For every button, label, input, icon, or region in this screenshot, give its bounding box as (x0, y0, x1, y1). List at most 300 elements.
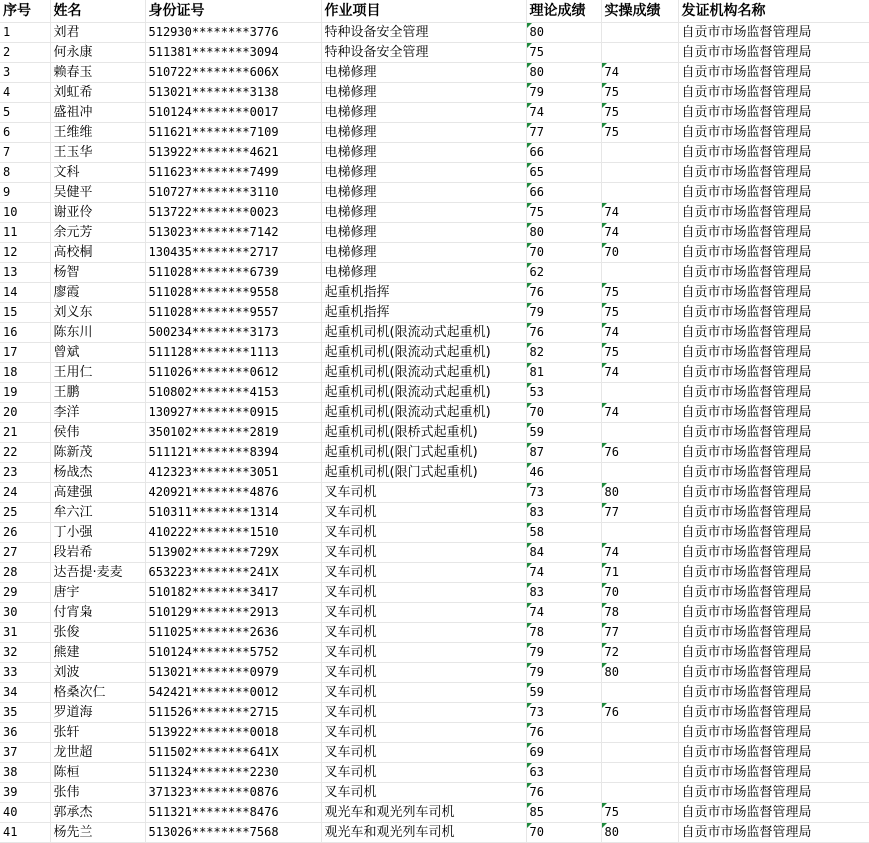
cell-theory-score[interactable]: 80 (526, 223, 601, 243)
cell-issuer[interactable]: 自贡市市场监督管理局 (678, 263, 869, 283)
cell-issuer[interactable]: 自贡市市场监督管理局 (678, 683, 869, 703)
cell-project[interactable]: 电梯修理 (321, 263, 526, 283)
cell-name[interactable]: 刘波 (50, 663, 145, 683)
cell-index[interactable]: 40 (0, 803, 50, 823)
cell-issuer[interactable]: 自贡市市场监督管理局 (678, 563, 869, 583)
cell-practice-score[interactable] (601, 183, 678, 203)
cell-project[interactable]: 叉车司机 (321, 483, 526, 503)
cell-index[interactable]: 37 (0, 743, 50, 763)
cell-name[interactable]: 王用仁 (50, 363, 145, 383)
cell-project[interactable]: 特种设备安全管理 (321, 23, 526, 43)
cell-theory-score[interactable]: 80 (526, 63, 601, 83)
cell-theory-score[interactable]: 59 (526, 683, 601, 703)
cell-id-number[interactable]: 511028********6739 (145, 263, 321, 283)
cell-project[interactable]: 特种设备安全管理 (321, 43, 526, 63)
cell-issuer[interactable]: 自贡市市场监督管理局 (678, 703, 869, 723)
cell-id-number[interactable]: 511026********0612 (145, 363, 321, 383)
cell-project[interactable]: 叉车司机 (321, 563, 526, 583)
cell-name[interactable]: 熊建 (50, 643, 145, 663)
table-row (0, 583, 869, 603)
header-project[interactable]: 作业项目 (321, 0, 526, 23)
cell-index[interactable]: 11 (0, 223, 50, 243)
cell-issuer[interactable]: 自贡市市场监督管理局 (678, 223, 869, 243)
table-row (0, 423, 869, 443)
cell-id-number[interactable]: 542421********0012 (145, 683, 321, 703)
cell-name[interactable]: 王鹏 (50, 383, 145, 403)
cell-project[interactable]: 叉车司机 (321, 783, 526, 803)
cell-issuer[interactable]: 自贡市市场监督管理局 (678, 583, 869, 603)
cell-id-number[interactable]: 511128********1113 (145, 343, 321, 363)
cell-theory-score[interactable]: 66 (526, 143, 601, 163)
cell-issuer[interactable]: 自贡市市场监督管理局 (678, 663, 869, 683)
cell-practice-score[interactable]: 75 (601, 343, 678, 363)
cell-id-number[interactable]: 513922********0018 (145, 723, 321, 743)
cell-practice-score[interactable]: 71 (601, 563, 678, 583)
cell-id-number[interactable]: 513021********3138 (145, 83, 321, 103)
cell-project[interactable]: 电梯修理 (321, 183, 526, 203)
cell-theory-score[interactable]: 85 (526, 803, 601, 823)
cell-name[interactable]: 达吾提·麦麦 (50, 563, 145, 583)
cell-practice-score[interactable]: 77 (601, 623, 678, 643)
cell-issuer[interactable]: 自贡市市场监督管理局 (678, 803, 869, 823)
cell-id-number[interactable]: 130435********2717 (145, 243, 321, 263)
cell-project[interactable]: 电梯修理 (321, 223, 526, 243)
cell-project[interactable]: 起重机司机(限流动式起重机) (321, 343, 526, 363)
cell-theory-score[interactable]: 79 (526, 643, 601, 663)
cell-index[interactable]: 10 (0, 203, 50, 223)
cell-id-number[interactable]: 513722********0023 (145, 203, 321, 223)
cell-name[interactable]: 段岩希 (50, 543, 145, 563)
cell-issuer[interactable]: 自贡市市场监督管理局 (678, 523, 869, 543)
cell-id-number[interactable]: 371323********0876 (145, 783, 321, 803)
cell-id-number[interactable]: 513023********7142 (145, 223, 321, 243)
cell-index[interactable]: 23 (0, 463, 50, 483)
cell-issuer[interactable]: 自贡市市场监督管理局 (678, 743, 869, 763)
cell-index[interactable]: 15 (0, 303, 50, 323)
cell-name[interactable]: 丁小强 (50, 523, 145, 543)
cell-practice-score[interactable] (601, 743, 678, 763)
cell-index[interactable]: 31 (0, 623, 50, 643)
cell-project[interactable]: 叉车司机 (321, 543, 526, 563)
cell-id-number[interactable]: 412323********3051 (145, 463, 321, 483)
cell-project[interactable]: 起重机司机(限门式起重机) (321, 443, 526, 463)
table-row (0, 223, 869, 243)
cell-issuer[interactable]: 自贡市市场监督管理局 (678, 643, 869, 663)
cell-theory-score[interactable]: 70 (526, 243, 601, 263)
cell-project[interactable]: 叉车司机 (321, 643, 526, 663)
cell-id-number[interactable]: 510722********606X (145, 63, 321, 83)
cell-issuer[interactable]: 自贡市市场监督管理局 (678, 303, 869, 323)
cell-issuer[interactable]: 自贡市市场监督管理局 (678, 723, 869, 743)
cell-id-number[interactable]: 420921********4876 (145, 483, 321, 503)
cell-index[interactable]: 20 (0, 403, 50, 423)
cell-theory-score[interactable]: 76 (526, 323, 601, 343)
cell-issuer[interactable]: 自贡市市场监督管理局 (678, 183, 869, 203)
cell-theory-score[interactable]: 74 (526, 103, 601, 123)
cell-index[interactable]: 12 (0, 243, 50, 263)
cell-theory-score[interactable]: 82 (526, 343, 601, 363)
cell-issuer[interactable]: 自贡市市场监督管理局 (678, 23, 869, 43)
cell-theory-score[interactable]: 74 (526, 603, 601, 623)
cell-id-number[interactable]: 513922********4621 (145, 143, 321, 163)
cell-name[interactable]: 王玉华 (50, 143, 145, 163)
cell-id-number[interactable]: 410222********1510 (145, 523, 321, 543)
cell-theory-score[interactable]: 75 (526, 203, 601, 223)
cell-name[interactable]: 龙世超 (50, 743, 145, 763)
cell-practice-score[interactable] (601, 463, 678, 483)
cell-issuer[interactable]: 自贡市市场监督管理局 (678, 323, 869, 343)
cell-id-number[interactable]: 513026********7568 (145, 823, 321, 843)
cell-name[interactable]: 刘君 (50, 23, 145, 43)
cell-project[interactable]: 电梯修理 (321, 63, 526, 83)
cell-name[interactable]: 杨智 (50, 263, 145, 283)
cell-theory-score[interactable]: 70 (526, 403, 601, 423)
cell-name[interactable]: 杨先兰 (50, 823, 145, 843)
cell-name[interactable]: 何永康 (50, 43, 145, 63)
cell-name[interactable]: 高校桐 (50, 243, 145, 263)
cell-id-number[interactable]: 511381********3094 (145, 43, 321, 63)
cell-name[interactable]: 刘义东 (50, 303, 145, 323)
cell-issuer[interactable]: 自贡市市场监督管理局 (678, 443, 869, 463)
cell-practice-score[interactable] (601, 683, 678, 703)
cell-theory-score[interactable]: 84 (526, 543, 601, 563)
header-name[interactable]: 姓名 (50, 0, 145, 23)
cell-id-number[interactable]: 511502********641X (145, 743, 321, 763)
cell-index[interactable]: 4 (0, 83, 50, 103)
table-row (0, 603, 869, 623)
table-row (0, 703, 869, 723)
header-practice-score[interactable]: 实操成绩 (601, 0, 678, 23)
cell-issuer[interactable]: 自贡市市场监督管理局 (678, 823, 869, 843)
cell-id-number[interactable]: 510727********3110 (145, 183, 321, 203)
cell-theory-score[interactable]: 59 (526, 423, 601, 443)
cell-name[interactable]: 张伟 (50, 783, 145, 803)
cell-practice-score[interactable]: 75 (601, 103, 678, 123)
cell-id-number[interactable]: 510124********5752 (145, 643, 321, 663)
cell-id-number[interactable]: 500234********3173 (145, 323, 321, 343)
cell-theory-score[interactable]: 79 (526, 83, 601, 103)
cell-index[interactable]: 5 (0, 103, 50, 123)
cell-issuer[interactable]: 自贡市市场监督管理局 (678, 423, 869, 443)
cell-theory-score[interactable]: 62 (526, 263, 601, 283)
cell-practice-score[interactable]: 76 (601, 703, 678, 723)
cell-index[interactable]: 28 (0, 563, 50, 583)
cell-project[interactable]: 电梯修理 (321, 163, 526, 183)
cell-project[interactable]: 观光车和观光列车司机 (321, 803, 526, 823)
cell-index[interactable]: 13 (0, 263, 50, 283)
cell-id-number[interactable]: 512930********3776 (145, 23, 321, 43)
cell-index[interactable]: 35 (0, 703, 50, 723)
cell-project[interactable]: 电梯修理 (321, 103, 526, 123)
cell-name[interactable]: 谢亚伶 (50, 203, 145, 223)
cell-practice-score[interactable] (601, 163, 678, 183)
cell-id-number[interactable]: 510129********2913 (145, 603, 321, 623)
cell-practice-score[interactable]: 70 (601, 583, 678, 603)
cell-id-number[interactable]: 511028********9558 (145, 283, 321, 303)
cell-name[interactable]: 余元芳 (50, 223, 145, 243)
cell-name[interactable]: 张轩 (50, 723, 145, 743)
cell-id-number[interactable]: 510124********0017 (145, 103, 321, 123)
cell-practice-score[interactable]: 77 (601, 503, 678, 523)
cell-issuer[interactable]: 自贡市市场监督管理局 (678, 143, 869, 163)
cell-issuer[interactable]: 自贡市市场监督管理局 (678, 363, 869, 383)
cell-project[interactable]: 叉车司机 (321, 523, 526, 543)
cell-issuer[interactable]: 自贡市市场监督管理局 (678, 163, 869, 183)
cell-project[interactable]: 电梯修理 (321, 243, 526, 263)
cell-issuer[interactable]: 自贡市市场监督管理局 (678, 483, 869, 503)
cell-theory-score[interactable]: 79 (526, 303, 601, 323)
cell-practice-score[interactable] (601, 423, 678, 443)
cell-project[interactable]: 观光车和观光列车司机 (321, 823, 526, 843)
cell-index[interactable]: 26 (0, 523, 50, 543)
cell-theory-score[interactable]: 78 (526, 623, 601, 643)
cell-issuer[interactable]: 自贡市市场监督管理局 (678, 83, 869, 103)
cell-practice-score[interactable]: 80 (601, 483, 678, 503)
cell-id-number[interactable]: 511621********7109 (145, 123, 321, 143)
cell-index[interactable]: 14 (0, 283, 50, 303)
cell-practice-score[interactable]: 80 (601, 663, 678, 683)
cell-practice-score[interactable]: 75 (601, 83, 678, 103)
cell-project[interactable]: 叉车司机 (321, 663, 526, 683)
cell-id-number[interactable]: 511526********2715 (145, 703, 321, 723)
cell-theory-score[interactable]: 76 (526, 283, 601, 303)
cell-practice-score[interactable] (601, 723, 678, 743)
cell-name[interactable]: 侯伟 (50, 423, 145, 443)
cell-project[interactable]: 叉车司机 (321, 703, 526, 723)
cell-index[interactable]: 33 (0, 663, 50, 683)
cell-practice-score[interactable]: 78 (601, 603, 678, 623)
cell-issuer[interactable]: 自贡市市场监督管理局 (678, 503, 869, 523)
cell-issuer[interactable]: 自贡市市场监督管理局 (678, 783, 869, 803)
cell-name[interactable]: 陈桓 (50, 763, 145, 783)
cell-theory-score[interactable]: 74 (526, 563, 601, 583)
cell-index[interactable]: 19 (0, 383, 50, 403)
cell-issuer[interactable]: 自贡市市场监督管理局 (678, 203, 869, 223)
cell-project[interactable]: 叉车司机 (321, 683, 526, 703)
cell-issuer[interactable]: 自贡市市场监督管理局 (678, 463, 869, 483)
cell-id-number[interactable]: 511321********8476 (145, 803, 321, 823)
cell-index[interactable]: 24 (0, 483, 50, 503)
cell-theory-score[interactable]: 75 (526, 43, 601, 63)
cell-theory-score[interactable]: 65 (526, 163, 601, 183)
cell-theory-score[interactable]: 70 (526, 823, 601, 843)
cell-index[interactable]: 30 (0, 603, 50, 623)
cell-project[interactable]: 电梯修理 (321, 143, 526, 163)
cell-project[interactable]: 叉车司机 (321, 723, 526, 743)
cell-project[interactable]: 叉车司机 (321, 763, 526, 783)
cell-practice-score[interactable] (601, 523, 678, 543)
cell-index[interactable]: 9 (0, 183, 50, 203)
cell-theory-score[interactable]: 80 (526, 23, 601, 43)
cell-project[interactable]: 电梯修理 (321, 83, 526, 103)
cell-name[interactable]: 刘虹希 (50, 83, 145, 103)
cell-theory-score[interactable]: 63 (526, 763, 601, 783)
cell-name[interactable]: 赖春玉 (50, 63, 145, 83)
cell-practice-score[interactable]: 74 (601, 363, 678, 383)
cell-project[interactable]: 起重机司机(限流动式起重机) (321, 403, 526, 423)
cell-theory-score[interactable]: 83 (526, 583, 601, 603)
cell-index[interactable]: 16 (0, 323, 50, 343)
cell-id-number[interactable]: 511324********2230 (145, 763, 321, 783)
cell-name[interactable]: 文科 (50, 163, 145, 183)
cell-index[interactable]: 22 (0, 443, 50, 463)
cell-theory-score[interactable]: 73 (526, 703, 601, 723)
cell-name[interactable]: 王维维 (50, 123, 145, 143)
cell-project[interactable]: 叉车司机 (321, 623, 526, 643)
cell-name[interactable]: 吴健平 (50, 183, 145, 203)
cell-index[interactable]: 6 (0, 123, 50, 143)
cell-project[interactable]: 电梯修理 (321, 203, 526, 223)
cell-index[interactable]: 41 (0, 823, 50, 843)
cell-issuer[interactable]: 自贡市市场监督管理局 (678, 103, 869, 123)
cell-id-number[interactable]: 511028********9557 (145, 303, 321, 323)
cell-index[interactable]: 39 (0, 783, 50, 803)
cell-name[interactable]: 杨战杰 (50, 463, 145, 483)
cell-index[interactable]: 34 (0, 683, 50, 703)
cell-project[interactable]: 起重机指挥 (321, 303, 526, 323)
cell-name[interactable]: 陈东川 (50, 323, 145, 343)
cell-practice-score[interactable]: 75 (601, 283, 678, 303)
cell-project[interactable]: 起重机指挥 (321, 283, 526, 303)
cell-practice-score[interactable] (601, 43, 678, 63)
cell-index[interactable]: 32 (0, 643, 50, 663)
header-theory-score[interactable]: 理论成绩 (526, 0, 601, 23)
cell-name[interactable]: 付宵枭 (50, 603, 145, 623)
header-issuer[interactable]: 发证机构名称 (678, 0, 869, 23)
cell-issuer[interactable]: 自贡市市场监督管理局 (678, 543, 869, 563)
cell-practice-score[interactable]: 75 (601, 803, 678, 823)
cell-id-number[interactable]: 130927********0915 (145, 403, 321, 423)
cell-theory-score[interactable]: 73 (526, 483, 601, 503)
cell-practice-score[interactable]: 80 (601, 823, 678, 843)
table-row (0, 823, 869, 843)
cell-issuer[interactable]: 自贡市市场监督管理局 (678, 403, 869, 423)
cell-practice-score[interactable]: 74 (601, 323, 678, 343)
cell-practice-score[interactable]: 74 (601, 203, 678, 223)
cell-issuer[interactable]: 自贡市市场监督管理局 (678, 603, 869, 623)
cell-theory-score[interactable]: 46 (526, 463, 601, 483)
cell-issuer[interactable]: 自贡市市场监督管理局 (678, 623, 869, 643)
cell-name[interactable]: 廖霞 (50, 283, 145, 303)
cell-practice-score[interactable]: 74 (601, 543, 678, 563)
cell-name[interactable]: 郭承杰 (50, 803, 145, 823)
cell-index[interactable]: 8 (0, 163, 50, 183)
cell-name[interactable]: 罗道海 (50, 703, 145, 723)
cell-index[interactable]: 17 (0, 343, 50, 363)
cell-project[interactable]: 起重机司机(限门式起重机) (321, 463, 526, 483)
cell-practice-score[interactable]: 75 (601, 123, 678, 143)
cell-name[interactable]: 盛祖冲 (50, 103, 145, 123)
cell-name[interactable]: 陈新茂 (50, 443, 145, 463)
cell-theory-score[interactable]: 81 (526, 363, 601, 383)
cell-issuer[interactable]: 自贡市市场监督管理局 (678, 283, 869, 303)
cell-index[interactable]: 36 (0, 723, 50, 743)
cell-id-number[interactable]: 653223********241X (145, 563, 321, 583)
cell-project[interactable]: 起重机司机(限流动式起重机) (321, 323, 526, 343)
cell-project[interactable]: 起重机司机(限流动式起重机) (321, 383, 526, 403)
cell-name[interactable]: 李洋 (50, 403, 145, 423)
cell-practice-score[interactable]: 72 (601, 643, 678, 663)
cell-index[interactable]: 18 (0, 363, 50, 383)
cell-issuer[interactable]: 自贡市市场监督管理局 (678, 343, 869, 363)
cell-practice-score[interactable]: 74 (601, 223, 678, 243)
cell-project[interactable]: 起重机司机(限桥式起重机) (321, 423, 526, 443)
cell-practice-score[interactable] (601, 143, 678, 163)
cell-practice-score[interactable] (601, 783, 678, 803)
cell-index[interactable]: 29 (0, 583, 50, 603)
cell-practice-score[interactable] (601, 23, 678, 43)
cell-theory-score[interactable]: 69 (526, 743, 601, 763)
header-id-number[interactable]: 身份证号 (145, 0, 321, 23)
cell-project[interactable]: 叉车司机 (321, 743, 526, 763)
cell-id-number[interactable]: 510802********4153 (145, 383, 321, 403)
cell-name[interactable]: 张俊 (50, 623, 145, 643)
cell-theory-score[interactable]: 87 (526, 443, 601, 463)
cell-id-number[interactable]: 350102********2819 (145, 423, 321, 443)
cell-practice-score[interactable] (601, 763, 678, 783)
cell-name[interactable]: 格桑次仁 (50, 683, 145, 703)
cell-practice-score[interactable]: 74 (601, 63, 678, 83)
cell-name[interactable]: 牟六江 (50, 503, 145, 523)
cell-theory-score[interactable]: 79 (526, 663, 601, 683)
cell-id-number[interactable]: 510311********1314 (145, 503, 321, 523)
cell-index[interactable]: 25 (0, 503, 50, 523)
cell-theory-score[interactable]: 83 (526, 503, 601, 523)
cell-index[interactable]: 27 (0, 543, 50, 563)
cell-id-number[interactable]: 510182********3417 (145, 583, 321, 603)
cell-theory-score[interactable]: 66 (526, 183, 601, 203)
cell-index[interactable]: 7 (0, 143, 50, 163)
cell-issuer[interactable]: 自贡市市场监督管理局 (678, 123, 869, 143)
cell-index[interactable]: 21 (0, 423, 50, 443)
cell-issuer[interactable]: 自贡市市场监督管理局 (678, 43, 869, 63)
cell-name[interactable]: 曾斌 (50, 343, 145, 363)
cell-index[interactable]: 38 (0, 763, 50, 783)
cell-name[interactable]: 唐宇 (50, 583, 145, 603)
cell-id-number[interactable]: 511623********7499 (145, 163, 321, 183)
cell-index[interactable]: 1 (0, 23, 50, 43)
cell-project[interactable]: 叉车司机 (321, 583, 526, 603)
cell-practice-score[interactable] (601, 383, 678, 403)
cell-issuer[interactable]: 自贡市市场监督管理局 (678, 243, 869, 263)
cell-practice-score[interactable]: 70 (601, 243, 678, 263)
cell-project[interactable]: 电梯修理 (321, 123, 526, 143)
cell-theory-score[interactable]: 53 (526, 383, 601, 403)
cell-practice-score[interactable]: 76 (601, 443, 678, 463)
cell-issuer[interactable]: 自贡市市场监督管理局 (678, 63, 869, 83)
cell-theory-score[interactable]: 77 (526, 123, 601, 143)
cell-index[interactable]: 3 (0, 63, 50, 83)
cell-practice-score[interactable]: 74 (601, 403, 678, 423)
cell-id-number[interactable]: 513902********729X (145, 543, 321, 563)
cell-project[interactable]: 叉车司机 (321, 603, 526, 623)
cell-project[interactable]: 起重机司机(限流动式起重机) (321, 363, 526, 383)
cell-id-number[interactable]: 513021********0979 (145, 663, 321, 683)
header-index[interactable]: 序号 (0, 0, 50, 23)
cell-issuer[interactable]: 自贡市市场监督管理局 (678, 763, 869, 783)
cell-id-number[interactable]: 511121********8394 (145, 443, 321, 463)
cell-id-number[interactable]: 511025********2636 (145, 623, 321, 643)
cell-theory-score[interactable]: 76 (526, 723, 601, 743)
cell-practice-score[interactable] (601, 263, 678, 283)
cell-issuer[interactable]: 自贡市市场监督管理局 (678, 383, 869, 403)
cell-theory-score[interactable]: 58 (526, 523, 601, 543)
cell-practice-score[interactable]: 75 (601, 303, 678, 323)
cell-index[interactable]: 2 (0, 43, 50, 63)
cell-project[interactable]: 叉车司机 (321, 503, 526, 523)
cell-theory-score[interactable]: 76 (526, 783, 601, 803)
cell-name[interactable]: 高建强 (50, 483, 145, 503)
